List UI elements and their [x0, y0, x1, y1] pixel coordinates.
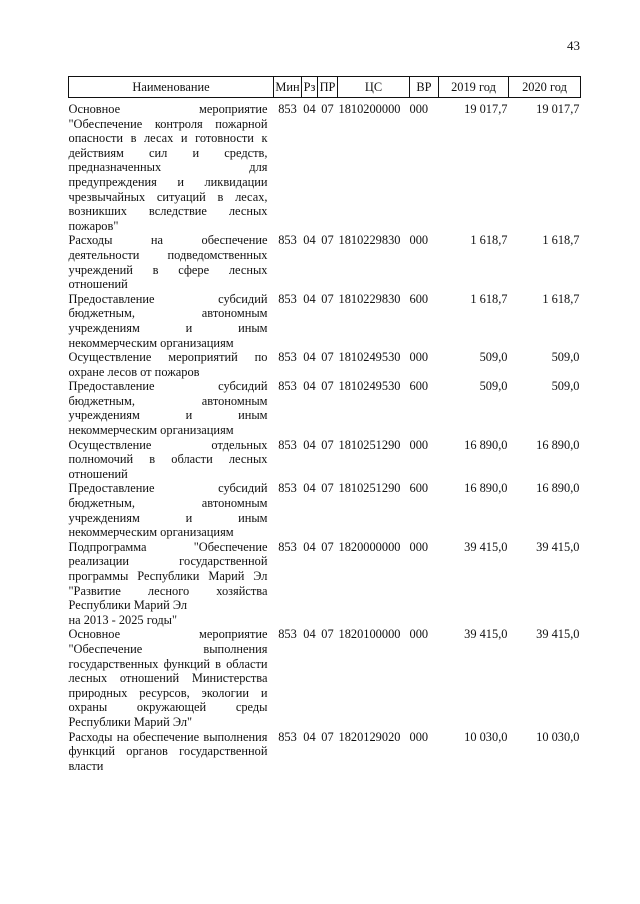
row-vr: 000 — [409, 233, 429, 248]
row-cs: 1810249530 — [338, 379, 401, 394]
row-name: Предоставление субсидий бюджетным, автономным учреждениям и иным некоммерческим организациям — [68, 291, 268, 350]
row-name-part: на 2013 - 2025 годы" — [68, 612, 178, 627]
row-name: Расходы на обеспечение выполнения функций органов государственной власти — [68, 729, 268, 773]
header-2019: 2019 год — [439, 77, 509, 98]
table-row — [69, 233, 581, 291]
row-2019: 39 415,0 — [464, 539, 508, 554]
row-vr: 000 — [409, 539, 429, 554]
row-2020: 16 890,0 — [536, 481, 580, 496]
table-row — [69, 730, 581, 774]
row-name: Предоставление субсидий бюджетным, автономным учреждениям и иным некоммерческим организациям — [68, 481, 268, 540]
table-body — [69, 98, 581, 774]
row-2020: 1 618,7 — [542, 291, 580, 306]
row-vr: 000 — [409, 627, 429, 642]
budget-table — [68, 76, 581, 773]
row-rz: 04 — [303, 102, 316, 116]
row-name: Осуществление мероприятий по охране лесов от пожаров — [68, 350, 268, 379]
table-row — [69, 350, 581, 379]
row-min: 853 — [278, 291, 297, 306]
header-vr: ВР — [410, 77, 439, 98]
row-min: 853 — [278, 379, 297, 394]
row-pr: 07 — [321, 233, 334, 248]
row-vr: 600 — [409, 481, 429, 496]
row-cs: 1810251290 — [338, 481, 401, 496]
page-number: 43 — [567, 38, 580, 53]
row-min: 853 — [278, 481, 297, 496]
row-cs: 1810249530 — [338, 350, 401, 365]
table-header-row — [69, 77, 581, 98]
row-rz: 04 — [303, 233, 316, 248]
row-rz: 04 — [303, 627, 316, 642]
row-cs: 1820000000 — [338, 539, 401, 554]
row-2020: 39 415,0 — [536, 539, 580, 554]
row-min: 853 — [278, 539, 297, 554]
row-cs: 1810200000 — [338, 102, 401, 116]
row-2019: 1 618,7 — [470, 233, 508, 248]
row-rz: 04 — [303, 350, 316, 365]
row-name-part: Подпрограмма "Обеспечение реализации государственной программы Республики Марий Эл "Развитие лесного хозяйства Республики Марий Эл — [68, 539, 268, 613]
row-cs: 1810251290 — [338, 437, 401, 452]
row-2019: 16 890,0 — [464, 437, 508, 452]
row-name: Расходы на обеспечение деятельности подведомственных учреждений в сфере лесных отношений — [68, 233, 268, 292]
header-pr: ПР — [318, 77, 338, 98]
table-row — [69, 540, 581, 628]
row-vr: 000 — [409, 102, 429, 116]
row-min: 853 — [278, 729, 297, 744]
table-row — [69, 627, 581, 729]
header-name: Наименование — [69, 77, 274, 98]
row-2020: 39 415,0 — [536, 627, 580, 642]
row-min: 853 — [278, 437, 297, 452]
table-row — [69, 481, 581, 539]
row-pr: 07 — [321, 539, 334, 554]
row-name: Основное мероприятие "Обеспечение контроля пожарной опасности в лесах и готовности к действиям сил и средств, предназначенных для предупреждения и ликвидации чрезвычайных ситуаций в лесах, возникших вследствие лесных пожаров" — [68, 102, 268, 233]
row-rz: 04 — [303, 539, 316, 554]
row-pr: 07 — [321, 291, 334, 306]
row-cs: 1820129020 — [338, 729, 401, 744]
row-pr: 07 — [321, 481, 334, 496]
row-rz: 04 — [303, 729, 316, 744]
row-cs: 1810229830 — [338, 233, 401, 248]
row-2019: 19 017,7 — [464, 102, 508, 116]
row-pr: 07 — [321, 437, 334, 452]
table-row — [69, 438, 581, 482]
row-min: 853 — [278, 350, 297, 365]
row-2020: 509,0 — [551, 379, 580, 394]
row-min: 853 — [278, 627, 297, 642]
row-2019: 1 618,7 — [470, 291, 508, 306]
row-name — [69, 540, 274, 628]
row-2019: 509,0 — [479, 350, 508, 365]
row-name: Предоставление субсидий бюджетным, автономным учреждениям и иным некоммерческим организациям — [68, 379, 268, 438]
row-2019: 16 890,0 — [464, 481, 508, 496]
row-pr: 07 — [321, 729, 334, 744]
row-min: 853 — [278, 102, 297, 116]
row-rz: 04 — [303, 481, 316, 496]
row-vr: 000 — [409, 350, 429, 365]
table-row — [69, 98, 581, 234]
row-rz: 04 — [303, 437, 316, 452]
row-2019: 509,0 — [479, 379, 508, 394]
row-2020: 16 890,0 — [536, 437, 580, 452]
header-min: Мин — [274, 77, 302, 98]
row-cs: 1820100000 — [338, 627, 401, 642]
row-rz: 04 — [303, 379, 316, 394]
row-pr: 07 — [321, 379, 334, 394]
row-rz: 04 — [303, 291, 316, 306]
row-cs: 1810229830 — [338, 291, 401, 306]
row-2020: 10 030,0 — [536, 729, 580, 744]
row-2019: 39 415,0 — [464, 627, 508, 642]
header-2020: 2020 год — [509, 77, 581, 98]
row-2020: 509,0 — [551, 350, 580, 365]
table-row — [69, 379, 581, 437]
row-2019: 10 030,0 — [464, 729, 508, 744]
row-pr: 07 — [321, 627, 334, 642]
row-vr: 000 — [409, 729, 429, 744]
header-rz: Рз — [302, 77, 318, 98]
row-pr: 07 — [321, 350, 334, 365]
row-min: 853 — [278, 233, 297, 248]
row-name: Основное мероприятие "Обеспечение выполнения государственных функций в области лесных отношений Министерства природных ресурсов, экологии и охраны окружающей среды Республики Марий Эл" — [68, 627, 268, 729]
table-row — [69, 292, 581, 350]
header-cs: ЦС — [338, 77, 410, 98]
row-vr: 600 — [409, 291, 429, 306]
row-name: Осуществление отдельных полномочий в области лесных отношений — [68, 437, 268, 481]
row-2020: 19 017,7 — [536, 102, 580, 116]
row-pr: 07 — [321, 102, 334, 116]
row-2020: 1 618,7 — [542, 233, 580, 248]
row-vr: 000 — [409, 437, 429, 452]
row-vr: 600 — [409, 379, 429, 394]
